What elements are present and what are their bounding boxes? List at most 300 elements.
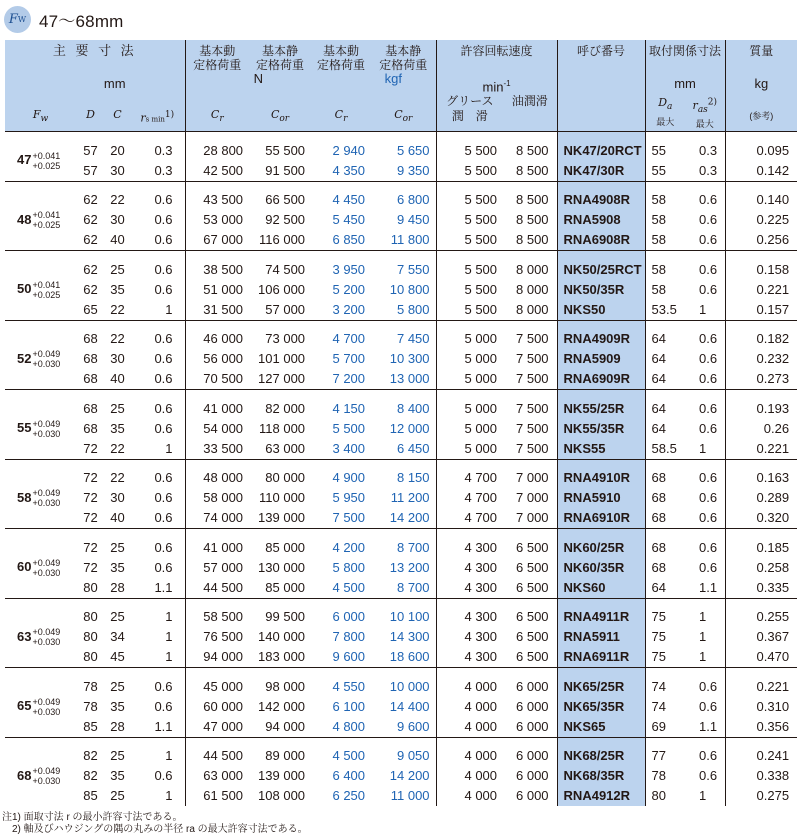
bearing-number: RNA6909R [557,369,645,390]
table-cell: 5 000 [436,329,503,349]
table-cell: 82 [83,768,98,784]
table-cell: 0.3 [699,162,718,178]
table-cell: 0.6 [699,768,718,784]
table-cell: 35 [110,420,125,436]
fw-value: 48+0.041 +0.025 [17,210,61,231]
table-cell: 5 000 [436,399,503,419]
table-cell: 0.6 [154,192,173,208]
bearing-number: NKS65 [557,717,645,738]
table-row [5,141,797,161]
table-cell: 4 800 [332,718,366,734]
fw-value: 55+0.049 +0.030 [17,418,61,439]
table-row [5,627,797,647]
table-cell: 89 000 [265,748,306,764]
table-cell: 0.6 [154,510,173,526]
table-cell: 0.6 [699,748,718,764]
table-cell: 7 500 [332,510,366,526]
table-cell: 6 500 [516,649,549,665]
table-cell: 142 000 [258,698,306,714]
table-cell: 7 000 [516,490,549,506]
table-cell: 1 [165,609,173,625]
table-cell: 80 [83,629,98,645]
footnotes [2,812,308,836]
mm-unit: mm [5,72,185,94]
table-cell: 183 000 [258,649,306,665]
load-rating-header-4: 基本静 定格荷重 [371,40,436,72]
table-cell: 57 [83,162,98,178]
table-cell: 0.6 [699,261,718,277]
table-row [5,419,797,439]
table-cell: 7 200 [332,371,366,387]
fw-value: 52+0.049 +0.030 [17,349,61,370]
table-cell: 108 000 [258,788,306,804]
n-unit: N [185,72,311,94]
bearing-number: RNA6910R [557,508,645,529]
table-row [5,399,797,419]
load-rating-header-2: 基本静 定格荷重 [249,40,311,72]
table-cell: 1.1 [699,579,718,595]
table-cell: 64 [645,369,685,390]
table-cell: 3 200 [332,301,366,317]
table-cell: 57 000 [265,301,306,317]
table-cell: 0.6 [699,232,718,248]
bearing-table [5,40,797,806]
table-cell: 4 000 [436,766,503,786]
table-cell: 0.6 [699,510,718,526]
table-cell: 22 [110,440,125,456]
table-cell: 57 [83,142,98,158]
table-cell: 1.1 [154,718,173,734]
group-spacer [5,737,797,746]
bearing-number: RNA5909 [557,349,645,369]
table-cell: 6 000 [516,768,549,784]
table-cell: 58 500 [185,607,249,627]
table-cell: 14 200 [389,768,430,784]
table-cell: 85 000 [265,539,306,555]
table-cell: 25 [110,788,125,804]
table-cell: 94 000 [185,647,249,668]
table-cell: 4 000 [436,717,503,738]
table-cell: 6 250 [332,788,366,804]
table-cell: 4 300 [436,538,503,558]
sym-cor: $C_{or}$ [249,94,311,131]
table-cell: 63 000 [265,440,306,456]
table-row [5,260,797,280]
footnote-1: 注1) 面取寸法 r の最小許容寸法である。 [2,812,183,823]
table-cell: 0.6 [699,400,718,416]
table-cell: 4 700 [436,508,503,529]
table-cell: 68 [645,538,685,558]
table-cell: 106 000 [258,281,306,297]
table-cell: 0.6 [154,232,173,248]
table-cell: 61 500 [185,786,249,806]
group-spacer [5,598,797,607]
table-cell: 9 600 [332,649,366,665]
table-row [5,677,797,697]
table-cell: 0.3 [154,142,173,158]
table-cell: 1 [699,609,707,625]
table-cell: 0.6 [154,351,173,367]
table-cell: 0.6 [154,400,173,416]
sym-c: C [105,94,130,131]
table-cell: 1.1 [699,718,718,734]
table-cell: 10 000 [389,678,430,694]
table-cell: 7 500 [516,400,549,416]
table-cell: 6 000 [516,698,549,714]
table-cell: 4 300 [436,607,503,627]
table-cell: 116 000 [259,232,306,248]
table-cell: 91 500 [265,162,306,178]
table-cell: 6 800 [396,192,430,208]
table-cell: 0.6 [699,212,718,228]
table-cell: 44 500 [185,578,249,599]
table-cell: 0.6 [154,331,173,347]
table-cell: 0.6 [699,490,718,506]
table-cell: 58 [645,260,685,280]
bearing-number: NK55/35R [557,419,645,439]
table-header [5,40,797,132]
kgf-unit: kgf [311,72,436,94]
table-cell: 13 000 [389,371,430,387]
table-cell: 62 [83,192,98,208]
table-cell: 62 [83,212,98,228]
table-cell: 0.6 [154,261,173,277]
table-cell: 64 [645,349,685,369]
table-cell: 6 400 [332,768,366,784]
sym-rs: rs $\min^{1)}$ [130,94,185,131]
table-cell: 72 [83,440,98,456]
fw-value: 60+0.049 +0.030 [17,557,61,578]
table-cell: 10 100 [389,609,430,625]
load-rating-header-3: 基本動 定格荷重 [311,40,371,72]
table-cell: 68 [645,508,685,529]
table-cell: 35 [110,698,125,714]
table-cell: 4 000 [436,746,503,766]
table-cell: 11 200 [390,490,430,506]
table-cell: 64 [645,399,685,419]
table-cell: 40 [110,510,125,526]
table-cell: 68 [645,558,685,578]
table-row [5,647,797,668]
table-cell: 55 500 [265,142,306,158]
table-cell: 1 [699,629,707,645]
table-cell: 118 000 [259,420,306,436]
table-row [5,558,797,578]
table-cell: 68 [83,331,98,347]
table-cell: 1 [165,649,173,665]
table-cell: 4 900 [332,470,366,486]
table-cell: 80 [83,649,98,665]
table-cell: 1 [699,788,707,804]
table-cell: 25 [110,400,125,416]
table-cell: 35 [110,559,125,575]
bearing-number: NKS55 [557,439,645,460]
table-cell: 4 450 [332,192,366,208]
table-cell: 22 [110,192,125,208]
table-cell: 42 500 [185,161,249,182]
table-cell: 98 000 [265,678,306,694]
table-cell: 8 700 [396,579,430,595]
bearing-number: NK50/25RCT [557,260,645,280]
main-dims-header: 主 要 寸 法 [5,40,185,72]
table-cell: 6 500 [516,539,549,555]
table-cell: 0.225 [725,210,797,230]
fw-value: 58+0.049 +0.030 [17,488,61,509]
bearing-number: RNA5908 [557,210,645,230]
table-cell: 7 500 [516,371,549,387]
table-cell: 28 [110,579,125,595]
table-cell: 1 [165,748,173,764]
table-cell: 0.258 [725,558,797,578]
table-cell: 30 [110,162,125,178]
table-cell: 101 000 [258,351,306,367]
table-cell: 0.6 [699,331,718,347]
table-cell: 0.241 [725,746,797,766]
table-cell: 5 500 [436,210,503,230]
table-cell: 31 500 [185,300,249,321]
bearing-number: RNA6911R [557,647,645,668]
table-row [5,210,797,230]
table-cell: 0.256 [725,230,797,251]
table-cell: 6 500 [516,629,549,645]
table-cell: 0.6 [699,371,718,387]
group-spacer [5,251,797,260]
table-cell: 64 [645,329,685,349]
table-cell: 78 [645,766,685,786]
table-cell: 80 [645,786,685,806]
bearing-number: NK47/20RCT [557,141,645,161]
table-cell: 43 500 [185,190,249,210]
table-cell: 6 000 [516,748,549,764]
table-cell: 0.6 [699,559,718,575]
table-cell: 54 000 [185,419,249,439]
table-cell: 0.6 [154,539,173,555]
table-cell: 92 500 [265,212,306,228]
table-row [5,697,797,717]
table-cell: 80 000 [265,470,306,486]
table-cell: 68 [83,400,98,416]
bearing-number: NK50/35R [557,280,645,300]
table-cell: 7 550 [396,261,430,277]
group-spacer [5,390,797,399]
table-cell: 6 000 [332,609,366,625]
table-cell: 1.1 [154,579,173,595]
table-cell: 18 600 [389,649,430,665]
table-cell: 64 [645,419,685,439]
table-cell: 6 500 [516,609,549,625]
bearing-number: NK65/25R [557,677,645,697]
table-cell: 9 450 [396,212,430,228]
table-cell: 0.6 [154,768,173,784]
mass-unit: kg [725,72,797,94]
table-cell: 6 500 [516,559,549,575]
table-cell: 40 [110,371,125,387]
table-cell: 68 [645,468,685,488]
table-cell: 0.6 [154,698,173,714]
fw-value: 47+0.041 +0.025 [17,150,61,171]
table-row [5,786,797,806]
table-cell: 56 000 [185,349,249,369]
table-cell: 67 000 [185,230,249,251]
table-cell: 80 [83,609,98,625]
table-cell: 22 [110,331,125,347]
table-cell: 8 500 [516,142,549,158]
table-cell: 68 [83,351,98,367]
table-cell: 0.232 [725,349,797,369]
bearing-number: RNA4909R [557,329,645,349]
table-cell: 85 000 [265,579,306,595]
table-row [5,508,797,529]
table-cell: 5 500 [436,161,503,182]
table-cell: 4 200 [332,539,366,555]
table-cell: 68 [83,420,98,436]
table-cell: 1 [165,301,173,317]
table-cell: 12 000 [389,420,430,436]
table-cell: 69 [645,717,685,738]
table-cell: 0.193 [725,399,797,419]
table-cell: 1 [165,440,173,456]
table-cell: 0.6 [154,212,173,228]
group-spacer [5,529,797,538]
mounting-unit: mm [645,72,725,94]
table-cell: 82 [83,748,98,764]
table-cell: 4 350 [332,162,366,178]
fw-value: 68+0.049 +0.030 [17,766,61,787]
table-cell: 5 800 [396,301,430,317]
table-cell: 0.221 [725,439,797,460]
table-row [5,161,797,182]
table-cell: 0.338 [725,766,797,786]
table-cell: 130 000 [258,559,306,575]
bearing-number: RNA4911R [557,607,645,627]
table-cell: 78 [83,698,98,714]
table-cell: 72 [83,510,98,526]
table-cell: 25 [110,678,125,694]
table-cell: 80 [83,579,98,595]
table-cell: 7 500 [516,420,549,436]
table-cell: 73 000 [265,331,306,347]
table-cell: 6 100 [332,698,366,714]
table-cell: 30 [110,212,125,228]
table-row [5,349,797,369]
page-title: 47～68mm [39,11,124,31]
title-bar [4,4,124,34]
table-cell: 8 500 [516,232,549,248]
bearing-number: NK60/25R [557,538,645,558]
fw-value: 63+0.049 +0.030 [17,627,61,648]
sym-da: $D_a$ 最大 [645,94,685,131]
table-cell: 58 000 [185,488,249,508]
sym-cr-kgf: $C_r$ [311,94,371,131]
table-cell: 4 550 [332,678,366,694]
table-cell: 30 [110,351,125,367]
table-cell: 47 000 [185,717,249,738]
group-spacer [5,320,797,329]
table-cell: 0.095 [725,141,797,161]
table-row [5,766,797,786]
table-cell: 53 000 [185,210,249,230]
footnote-2: 2) 軸及びハウジングの隅の丸みの半径 ra の最大許容寸法である。 [2,824,308,835]
table-cell: 0.289 [725,488,797,508]
table-cell: 0.6 [699,351,718,367]
table-cell: 14 400 [389,698,430,714]
table-cell: 28 [110,718,125,734]
table-cell: 13 200 [389,559,430,575]
table-cell: 85 [83,788,98,804]
table-row [5,369,797,390]
table-cell: 1 [165,629,173,645]
table-cell: 41 000 [185,538,249,558]
table-cell: 57 000 [185,558,249,578]
bearing-number: RNA4908R [557,190,645,210]
table-cell: 5 500 [436,260,503,280]
table-cell: 28 800 [185,141,249,161]
table-cell: 5 500 [436,230,503,251]
table-cell: 1 [699,301,707,317]
table-cell: 0.6 [154,470,173,486]
table-cell: 5 700 [332,351,366,367]
table-cell: 5 950 [332,490,366,506]
table-cell: 7 500 [516,440,549,456]
table-cell: 20 [110,142,125,158]
table-cell: 4 300 [436,647,503,668]
table-cell: 0.142 [725,161,797,182]
table-cell: 7 500 [516,351,549,367]
table-cell: 7 800 [332,629,366,645]
table-cell: 74 [645,677,685,697]
table-cell: 8 500 [516,162,549,178]
table-cell: 70 500 [185,369,249,390]
table-cell: 4 500 [332,748,366,764]
table-cell: 4 700 [436,488,503,508]
table-cell: 41 000 [185,399,249,419]
fw-badge: F W [4,6,31,33]
table-cell: 25 [110,539,125,555]
table-cell: 5 200 [332,281,366,297]
group-spacer [5,181,797,190]
bearing-number: NKS60 [557,578,645,599]
table-cell: 75 [645,627,685,647]
table-cell: 0.26 [725,419,797,439]
table-row [5,538,797,558]
table-cell: 40 [110,232,125,248]
mass-header: 質量 [725,40,797,72]
table-cell: 5 000 [436,419,503,439]
table-cell: 38 500 [185,260,249,280]
bearing-number: RNA5911 [557,627,645,647]
table-cell: 72 [83,490,98,506]
table-cell: 0.6 [699,192,718,208]
sym-fw: $F_w$ [5,94,76,131]
table-cell: 58.5 [645,439,685,460]
table-cell: 62 [83,261,98,277]
table-cell: 0.320 [725,508,797,529]
table-cell: 77 [645,746,685,766]
table-cell: 3 950 [332,261,366,277]
table-cell: 0.182 [725,329,797,349]
table-cell: 11 000 [390,788,430,804]
table-cell: 4 150 [332,400,366,416]
table-row [5,746,797,766]
table-cell: 2 940 [332,142,366,158]
bearing-number: NKS50 [557,300,645,321]
table-cell: 7 000 [516,470,549,486]
table-cell: 110 000 [259,490,306,506]
table-cell: 5 500 [436,280,503,300]
table-cell: 8 500 [516,212,549,228]
table-cell: 0.6 [154,559,173,575]
speed-unit: $\min^{-1}$ [436,72,557,94]
